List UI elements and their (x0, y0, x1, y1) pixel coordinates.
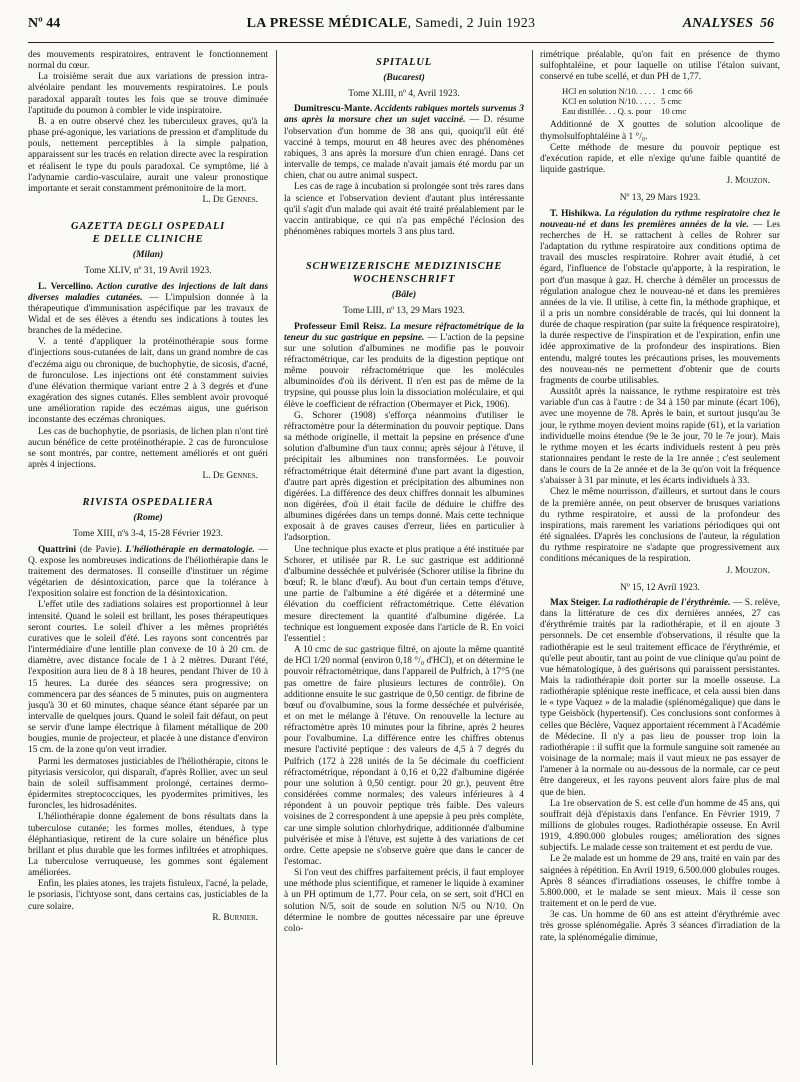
table-row (562, 86, 699, 96)
article-lead (284, 322, 524, 411)
journal-issue: Nº 15, 12 Avril 1923. (620, 582, 700, 593)
author-location: (de Pavie). (76, 544, 126, 555)
article-lead (540, 209, 780, 388)
paragraph: Cette méthode de mesure du pouvoir peptique est d'exécution rapide, et elle n'exige qu'une faible quantité de liquide gastrique. (540, 142, 780, 176)
page-header (28, 16, 774, 43)
table-cell: 10 cmc (661, 106, 687, 117)
journal-title: RIVISTA OSPEDALIERA (82, 497, 214, 509)
article-text: — Q. expose les nombreuses indications de l'héliothérapie dans le traitement des dermatoses. Il conseille d'instituer un régime végétarien de désintoxication, parce que la tolérance à l'exposition solaire est fonction de la désintoxication. (28, 544, 269, 600)
article-author: Dumitrescu-Mante. (294, 104, 373, 115)
article-title: La mesure réfractométrique de la teneur du suc gastrique en pepsine. (284, 321, 524, 343)
column-rule-1 (276, 50, 277, 1065)
journal-title (28, 220, 268, 246)
paragraph: A 10 cmc de suc gastrique filtré, on ajoute la même quantité de HCl 1/20 normal (environ 0,18 °/₀ d'HCl), et on détermine le pouvoir réfractométrique, dans l'appareil de Pulfrich, à 17°5 (ne pas omettre de faire plusieurs lectures de contrôle). On additionne ensuite le suc gastrique de 0,50 centigr. de fibrine de bœuf ou d'ovalbumine, sous la forme desséchée et pulvérisée, et on met le mélange à l'étuve. On renouvelle la lecture au réfractomètre après 10 minutes pour la fibrine, après 2 heures pour l'ovalbumine. La différence entre les chiffres obtenus mesure l'activité peptique : des valeurs de 4,5 à 7 degrés du Pulfrich (172 à 228 unités de la 5e décimale du coefficient réfractométrique, répondant à 0,16 et 0,22 d'albumine digérée pour une solution à 0,50 centigr. pour 20 gr.), peuvent être considérées comme normales; des valeurs inférieures à 4 répondent à un pouvoir peptique très faible. Des valeurs voisines de 2 correspondent à une apepsie à peu près complète, car une simple solution chlorhydrique, additionnée d'albumine pulvérisée et mise à l'étuve, est sujette à des variations de cet ordre. Cette apepsie ne s'observe guère que dans le cancer de l'estomac. (284, 645, 524, 867)
section-name: ANALYSES (682, 16, 753, 31)
paragraph: L'effet utile des radiations solaires est proportionnel à leur intensité. Quand le soleil est brillant, les poses thérapeutiques seront courtes. Le soleil d'hiver a les mêmes propriétés curatives que le soleil d'été. Les rayons sont concentrés par l'intermédiaire d'une lentille plan convexe de 10 à 20 cm. de diamètre, avec distance focale de 1 à 2 mètres. Durant l'été, l'exposition aura lieu de 8 à 18 heures, pendant l'hiver de 10 à 15 heures. La durée des séances sera progressive; on commencera par des séances de 5 minutes, puis on augmentera jusqu'à 30 et 60 minutes, chaque séance étant séparée par un intervalle de quelques jours. Quand le soleil fait défaut, on peut se servir d'une lampe électrique à filament métallique de 200 bougies, munie de projecteur, et placée à une distance d'environ 15 cm. de la zone qu'on veut irradier. (28, 600, 268, 756)
article-author: Quattrini (38, 544, 77, 555)
paragraph: des mouvements respiratoires, entravent le fonctionnement normal du cœur. (28, 50, 268, 72)
article-title: La régulation du rythme respiratoire chez le nouveau-né et dans les premières années de la vie. (540, 208, 780, 230)
article-text: — Les recherches de H. se rattachent à celles de Rohrer sur l'adaptation du rythme respiratoire aux conditions optima de travail des muscles respiratoire. Rohrer avait étudié, à cet égard, l'influence de l'obstacle qu'apporte, à la respiration, le port d'un masque à gaz. H. cherche à démêler un processus de régulation analogue chez le nouveau-né et dans les premières années de la vie. Il utilise, à cette fin, la méthode graphique, et il a pris un nombre considérable de tracés, qui lui donnent la durée de chaque respiration (par suite la fréquence respiratoire), la durée respective de l'inspiration et de l'expiration, enfin une idée approximative de la profondeur des inspirations. Bien entendu, malgré toutes les précautions prises, les mouvements des nouveau-nés ne permettent d'obtenir que de courts fragments de courbe utilisables. (540, 219, 781, 386)
article-lead (284, 104, 524, 182)
article-lead (28, 282, 268, 338)
journal-title-line: GAZETTA DEGLI OSPEDALI (70, 221, 226, 233)
column-rule-2 (532, 50, 533, 1065)
paragraph: Les cas de rage à incubation si prolongée sont très rares dans la science et l'observation devient d'autant plus intéressante qu'il s'agit d'un malade qui avait été traité préalablement par le vaccin antirabique, ce qui n'a pas empêché l'éclosion des phénomènes rabiques mortels 3 ans plus tard. (284, 182, 524, 238)
column-3 (540, 50, 780, 944)
table-row (562, 106, 699, 116)
article-text: — D. résume l'observation d'un homme de 38 ans qui, quoiqu'il eût été vacciné à temps, mourut en 48 heures avec des phénomènes rabiques, 3 ans après la morsure d'un chien enragé. Dans cet intervalle de temps, ce malade n'avait jamais été mordu par un chien, chat ou autre animal suspect. (284, 115, 524, 182)
article-text: — L'impulsion donnée à la thérapeutique d'immunisation aspécifique par les travaux de Widal et de ses élèves a étendu ses indications à toutes les branches de la médecine. (28, 292, 269, 337)
table-row (562, 96, 699, 106)
column-2 (284, 50, 524, 935)
table-cell: KCl en solution N/10. . . . . (562, 96, 656, 107)
journal-issue: Tome XLIII, nº 4, Avril 1923. (348, 89, 460, 100)
signature: L. De Gennes. (202, 471, 258, 482)
article-text: — S. relève, dans la littérature de ces dix dernières années, 27 cas d'érythrémie traités par la radiothérapie, et il en ajoute 3 personnels. De cet ensemble d'observations, il résulte que la radiothérapie est le seul traitement efficace de l'érythrémie, et qu'elle peut aboutir, tant au point de vue clinique qu'au point de vue hématologique, à des guérisons qui paraissent persistantes. Mais la radiothérapie doit porter sur la moelle osseuse. La radiothérapie splénique reste inefficace, et cela aussi bien dans le « type Vaquez » de la maladie (splénomégalique) que dans le type Geisböck (hypertensif). Ces conclusions sont conformes à celles que Béclère, Vaquez apportaient récemment à l'Académie de Médecine. Il n'y a pas lieu de pousser trop loin la radiothérapie : il suffit que la formule sanguine soit ramenée au voisinage de la normale; mais il vaut mieux ne pas essayer de l'amener à la normale ou au-dessous de la normale, car ce peut être dangereux, et les rayons peuvent alors faire plus de mal que de bien. (540, 597, 780, 798)
masthead (118, 16, 664, 32)
paragraph: Enfin, les plaies atones, les trajets fistuleux, l'acné, la pelade, le psoriasis, l'ichtyose sont, dans certains cas, justiciables de la cure solaire. (28, 879, 268, 912)
article-title: Action curative des injections de lait dans diverses maladies cutanées. (28, 281, 268, 303)
journal-title-line: WOCHENSCHRIFT (352, 274, 456, 286)
page-number: 56 (760, 16, 774, 31)
paragraph: 3e cas. Un homme de 60 ans est atteint d'érythrémie avec très grosse splénomégalie. Après 3 séances d'irradiation de la rate, la splénomégalie diminue, (540, 910, 780, 943)
table-cell: 5 cmc (661, 96, 682, 107)
paragraph: rimétrique préalable, qu'on fait en présence de thymo sulfophtaléine, et pour laquelle on utilise l'étalon suivant, conservé en tube scellé, et dun PH de 1,77. (540, 50, 780, 83)
signature: R. Burnier. (212, 912, 258, 923)
signature: J. Mouzon. (726, 176, 770, 187)
paragraph: La troisième serait due aux variations de pression intra-alvéolaire pendant les mouvements respiratoires. Le pouls paradoxal apparaît toutes les fois que se trouve diminuée l'aptitude du poumon à combler le vide inspiratoire. (28, 72, 268, 116)
paragraph: L'héliothérapie donne également de bons résultats dans la tuberculose cutanée; les formes molles, étendues, à type éléphantiasique, retirent de la cure solaire un bénéfice plus brillant et plus durable que les formes infiltrées et atrophiques. La tuberculose verruqueuse, les gommes sont également améliorées. (28, 812, 268, 879)
paragraph: B. a en outre observé chez les tuberculeux graves, qu'à la phase pré-agonique, les variations de pression et d'amplitude du pouls, nettement perceptibles à la simple palpation, apparaissent sur les tracés en relation directe avec la respiration et réalisent le type du pouls paradoxal. Ce symptôme, lié à l'adynamie cardio-vasculaire, aurait une valeur pronostique importante et serait constamment prémonitoire de la mort. (28, 116, 268, 194)
journal-issue: Nº 13, 29 Mars 1923. (619, 193, 701, 204)
paragraph: V. a tenté d'appliquer la protéinothérapie sous forme d'injections sous-cutanées de lait, dans un grand nombre de cas d'eczéma aigu ou chronique, de buchophytie, de sicosis, d'acné, de furonculose. Les injections ont été constamment suivies d'une élévation thermique variant entre 2 à 3 degrés et d'une exagération des signes cutanés. Elles semblent avoir provoqué une amélioration rapide des eczémas aigus, une guérison inconstante des eczémas chroniques. (28, 337, 268, 426)
signature: J. Mouzon. (726, 565, 770, 576)
issue-number: Nº 44 (28, 16, 61, 31)
journal-issue: Tome LIII, nº 13, 29 Mars 1923. (343, 306, 465, 317)
paragraph: La 1re observation de S. est celle d'un homme de 45 ans, qui souffrait déjà d'épistaxis dans l'enfance. En Février 1919, 7 millions de globules rouges. Radiothérapie osseuse. En Avril 1919, 4.890.000 globules rouges; amélioration des signes subjectifs. Le malade cesse son traitement et est perdu de vue. (540, 798, 780, 854)
issue-date: , Samedi, 2 Juin 1923 (407, 16, 536, 31)
journal-place: (Bâle) (391, 289, 417, 301)
table-cell: 1 cmc 66 (661, 86, 693, 97)
signature: L. De Gennes. (202, 195, 258, 206)
journal-issue: Tome XIII, nºs 3-4, 15-28 Février 1923. (73, 529, 223, 540)
article-lead (28, 545, 268, 601)
article-author: L. Vercellino. (38, 281, 94, 292)
column-1 (28, 50, 268, 930)
article-author: T. Hishikwa. (550, 208, 602, 219)
reagent-table (562, 86, 699, 116)
paragraph: Chez le même nourrisson, d'ailleurs, et surtout dans le cours de la première année, on peut observer de brusques variations du rythme respiratoire, et aussi de la profondeur des inspirations, mais rarement les variations périodiques qui ont été signalées. D'après les conclusions de l'auteur, la régulation du rythme respiratoire ne s'adapte que progressivement aux conditions mécaniques de la respiration. (540, 487, 780, 565)
journal-title-line: SCHWEIZERISCHE MEDIZINISCHE (305, 261, 503, 273)
paragraph: Additionné de X gouttes de solution alcoolique de thymolsulfophtaléine à 1 °/₀. (540, 120, 780, 142)
article-lead (540, 598, 780, 799)
journal-title-line: E DELLE CLINICHE (92, 234, 204, 246)
journal-place: (Rome) (133, 512, 163, 524)
paragraph: G. Schorer (1908) s'efforça néanmoins d'utiliser le réfractomètre pour la détermination du pouvoir peptique. Dans sa méthode originelle, il mettait la pepsine en présence d'une solution d'albumine d'un taux connu; après séjour à l'étuve, il précipitait les albumines non transformées. Le pouvoir réfractométrique était déterminé d'une part avant la digestion, d'autre part après digestion et précipitation des albumines non digérées. La différence des deux chiffres donnait les albumines non digérées, d'où il était facile de déduire le chiffre des albumines digérées dans un temps donné. Mais cette technique exposait à de graves causes d'erreur, liées en particulier à l'adsorption. (284, 410, 524, 544)
paragraph: Si l'on veut des chiffres parfaitement précis, il faut employer une méthode plus scientifique, et ramener le liquide à examiner à un PH optimum de 1,77. Pour cela, on se sert, soit d'HCl en solution N/5, soit de soude en solution N/5 ou N/10. On détermine le nombre de gouttes nécessaire par une épreuve colo- (284, 868, 524, 934)
paragraph: Aussitôt après la naissance, le rythme respiratoire est très variable d'un cas à l'autre : de 34 à 150 par minute (écart 106), avec une moyenne de 78. Après le bain, et surtout jusqu'au 3e jour, le rythme moyen devient moins rapide (61), et la variation individuelle moins étendue (9e le 3e jour, 70 le 7e jour). Mais le rythme moyen et les écarts individuels restent à peu près stationnaires pendant le reste de la 1re année ; c'est seulement dans le cours de la 2e année et de la 3e qu'on voit la fréquence s'abaisser à 31 par minute, et les écarts individuels à 33. (540, 387, 780, 487)
journal-place: (Milan) (132, 249, 164, 261)
table-cell: Eau distillée. . . Q. s. pour (562, 106, 652, 117)
journal-issue: Tome XLIV, nº 31, 19 Avril 1923. (84, 266, 212, 277)
article-text: — L'action de la pepsine sur une solution d'albumines ne modifie pas le pouvoir réfractométrique, car les produits de la digestion peptique ont même pouvoir réfractométrique que les molécules albuminoïdes d'où ils dérivent. Il n'en est pas de même de la trypsine, qui pousse plus loin la dissociation moléculaire, et qui élève le coefficient de réfraction (Obermayer et Pick, 1906). (284, 332, 524, 410)
paragraph: Le 2e malade est un homme de 29 ans, traité en vain par des saignées à répétition. En Avril 1919, 6.500.000 globules rouges. Après 8 séances d'irradiations osseuses, le chiffre tombe à 5.800.000, et le malade se sent mieux. Mais il cesse son traitement et on le perd de vue. (540, 854, 780, 910)
table-cell: HCl en solution N/10. . . . . (562, 86, 656, 97)
article-author: Max Steiger. (550, 597, 601, 608)
journal-place: (Bucarest) (383, 72, 425, 83)
article-title: Accidents rabiques mortels survenus 3 ans après la morsure chez un sujet vacciné. (284, 104, 524, 126)
article-title: La radiothérapie de l'érythrémie. (600, 597, 731, 608)
article-title: L'héliothérapie en dermatologie. (125, 544, 255, 555)
journal-title: SPITALUL (376, 57, 432, 68)
section-title (664, 16, 774, 32)
paragraph: Parmi les dermatoses justiciables de l'héliothérapie, citons le pityriasis versicolor, qui disparaît, d'après Rollier, avec un seul bain de soleil suffisamment prolongé, certaines dermo-épidermites streptococciques, les pyodermites primitives, les furoncles, les hidrosadénites. (28, 756, 268, 812)
article-author: Professeur Emil Reisz. (294, 321, 387, 332)
paper-name: LA PRESSE MÉDICALE (246, 16, 408, 31)
paragraph: Les cas de buchophytie, de psoriasis, de lichen plan n'ont tiré aucun bénéfice de cette protéinothérapie. 2 cas de furonculose se sont montrés, par contre, nettement améliorés et ont guéri après 4 injections. (28, 426, 268, 470)
journal-title (284, 260, 524, 286)
paragraph: Une technique plus exacte et plus pratique a été instituée par Schorer, et utilisée par R. Le suc gastrique est additionné d'albumine desséchée et pulvérisée (Schorer utilise la fibrine du bœuf; R. le blanc d'œuf). Au bout d'un certain temps d'étuve, une partie de l'albumine a été digérée et a déterminé une élévation du coefficient réfractométrique. Cette élévation mesure directement la quantité d'albumine digérée. La technique est longuement exposée dans l'article de R. En voici l'essentiel : (284, 544, 524, 644)
